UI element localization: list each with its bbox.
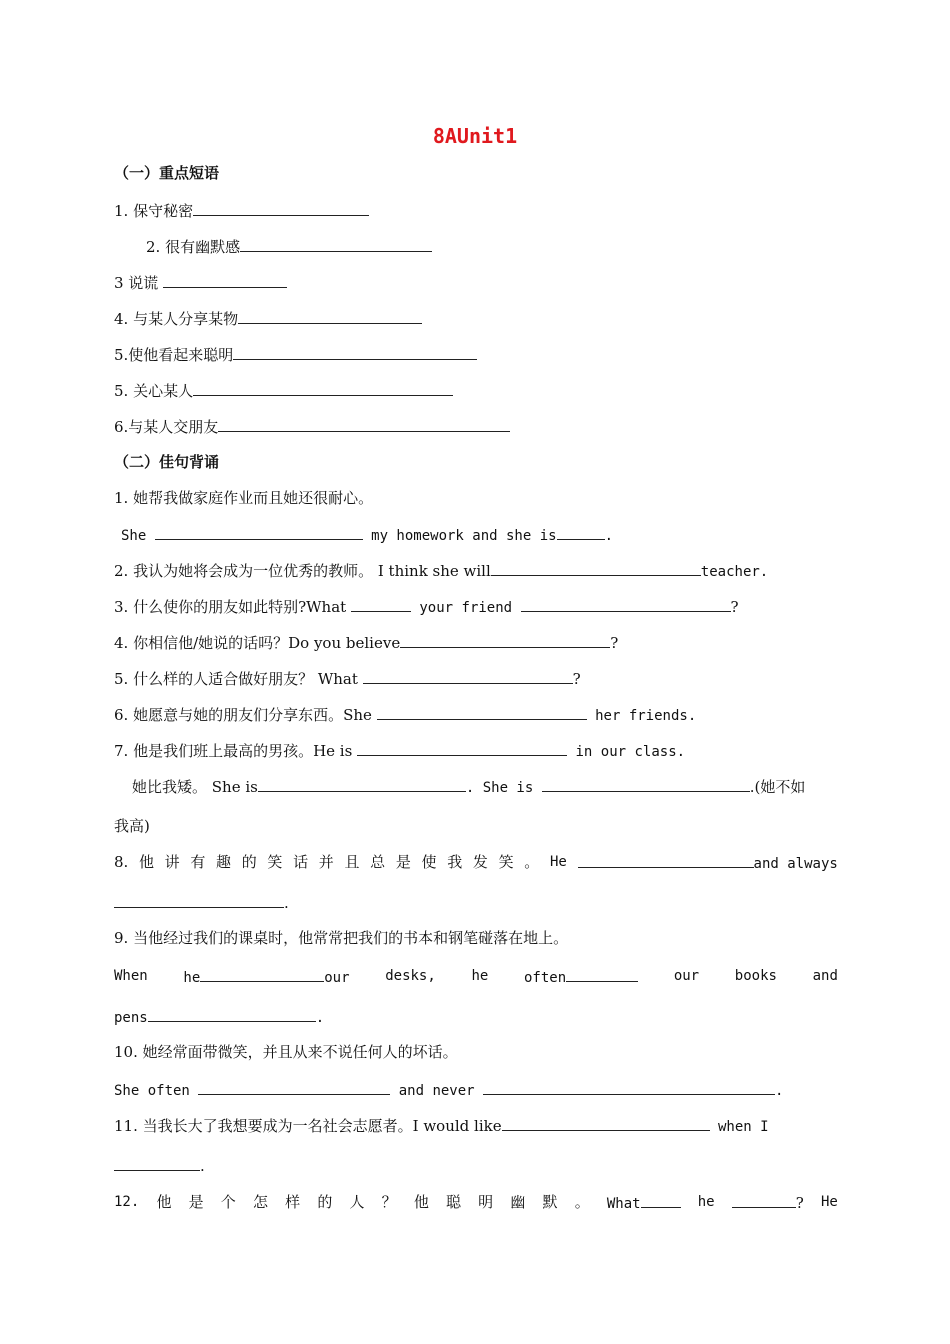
phrase-item-3: 3 说谎 [114,272,287,293]
answer-blank[interactable] [193,200,369,216]
answer-blank[interactable] [483,1079,775,1095]
phrase-item-6: 5. 关心某人 [114,380,453,401]
answer-blank[interactable] [377,704,587,720]
answer-blank[interactable] [542,776,750,792]
sentence-1-cn: 1. 她帮我做家庭作业而且她还很耐心。 [114,489,374,507]
sentence-4: 4. 你相信他/她说的话吗？Do you believe ? [114,634,619,652]
answer-blank[interactable] [238,308,422,324]
answer-blank[interactable] [200,966,324,982]
answer-blank[interactable] [163,272,287,288]
answer-blank[interactable] [502,1115,710,1131]
sentence-9-cont: pens . [114,1006,324,1028]
sentence-10-cn: 10. 她经常面带微笑，并且从来不说任何人的坏话。 [114,1043,458,1061]
answer-blank[interactable] [732,1192,796,1208]
answer-blank[interactable] [114,1155,200,1171]
answer-blank[interactable] [193,380,453,396]
answer-blank[interactable] [240,236,432,252]
sentence-10-en: She often and never . [114,1079,783,1101]
sentence-2: 2. 我认为她将会成为一位优秀的教师。 I think she will teacher. [114,562,769,580]
answer-blank[interactable] [400,632,610,648]
answer-blank[interactable] [641,1192,681,1208]
phrase-item-2: 2. 很有幽默感 [146,236,432,257]
answer-blank[interactable] [233,344,477,360]
sentence-7b: 她比我矮。 She is . She is .(她不如 [132,778,806,796]
answer-blank[interactable] [521,596,731,612]
phrase-item-7: 6.与某人交朋友 [114,416,510,437]
answer-blank[interactable] [578,852,754,868]
page-title: 8AUnit1 [432,124,518,148]
sentence-11-cont: . [114,1155,205,1176]
answer-blank[interactable] [566,966,638,982]
answer-blank[interactable] [148,1006,316,1022]
answer-blank[interactable] [155,524,363,540]
sentence-9-en: When he our desks, he often our books and [114,968,838,986]
sentence-7: 7. 他是我们班上最高的男孩。He is in our class. [114,742,686,760]
section-heading-phrases: （一）重点短语 [114,164,220,182]
sentence-5: 5. 什么样的人适合做好朋友？ What ? [114,670,581,688]
sentence-12: 12. 他 是 个 怎 样 的 人 ？ 他 聪 明 幽 默 。 What he ? He [114,1193,838,1212]
phrase-item-5: 5.使他看起来聪明 [114,344,477,365]
answer-blank[interactable] [351,596,411,612]
sentence-11: 11. 当我长大了我想要成为一名社会志愿者。I would like when I [114,1117,769,1135]
answer-blank[interactable] [363,668,573,684]
sentence-6: 6. 她愿意与她的朋友们分享东西。She her friends. [114,706,697,724]
sentence-8-cont: . [114,892,289,913]
answer-blank[interactable] [258,776,466,792]
answer-blank[interactable] [357,740,567,756]
phrase-item-4: 4. 与某人分享某物 [114,308,422,329]
answer-blank[interactable] [198,1079,390,1095]
answer-blank[interactable] [218,416,510,432]
answer-blank[interactable] [557,524,605,540]
phrase-item-1: 1. 保守秘密 [114,200,369,221]
answer-blank[interactable] [491,560,701,576]
sentence-3: 3. 什么使你的朋友如此特别?What your friend ? [114,598,739,616]
sentence-8: 8. 他 讲 有 趣 的 笑 话 并 且 总 是 使 我 发 笑 。 He and always [114,853,838,872]
sentence-7b-cont: 我高) [114,817,150,835]
sentence-9-cn: 9. 当他经过我们的课桌时，他常常把我们的书本和钢笔碰落在地上。 [114,929,569,947]
sentence-1-en: She my homework and she is . [121,524,613,546]
section-heading-sentences: （二）佳句背诵 [114,453,220,471]
answer-blank[interactable] [114,892,284,908]
